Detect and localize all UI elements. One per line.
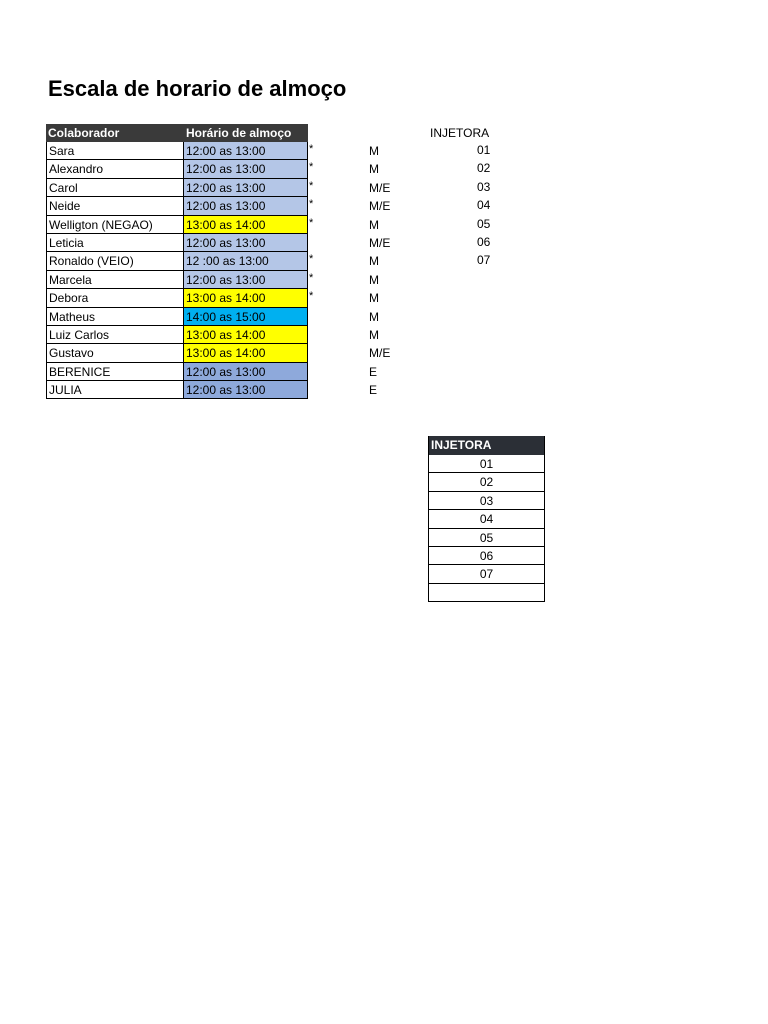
star-marker: * <box>309 271 314 284</box>
star-marker: * <box>309 216 314 229</box>
injetora-table-header: INJETORA <box>429 436 544 455</box>
horario-cell: 12:00 as 13:00 <box>184 381 308 399</box>
injetora-table-body <box>429 455 544 602</box>
table-row <box>46 363 308 381</box>
injetora-number: 01 <box>477 143 491 157</box>
table-row <box>46 216 308 234</box>
injetora-table <box>428 436 545 602</box>
shift-code: M <box>369 217 379 232</box>
page-title: Escala de horario de almoço <box>48 76 347 101</box>
table-body <box>46 142 308 399</box>
injetora-table-row: 05 <box>429 529 544 547</box>
table-row <box>46 179 308 197</box>
injetora-table-row: 01 <box>429 455 544 473</box>
horario-cell: 12 :00 as 13:00 <box>184 252 308 270</box>
table-row <box>46 381 308 399</box>
colaborador-cell: Sara <box>46 142 184 160</box>
star-marker: * <box>309 179 314 192</box>
colaborador-cell: JULIA <box>46 381 184 399</box>
injetora-table-row: 03 <box>429 492 544 510</box>
colaborador-cell: Gustavo <box>46 344 184 362</box>
colaborador-cell: Neide <box>46 197 184 215</box>
table-row <box>46 234 308 252</box>
star-marker: * <box>309 143 314 155</box>
colaborador-cell: Welligton (NEGAO) <box>46 216 184 234</box>
shift-code: E <box>369 383 378 398</box>
header-colaborador: Colaborador <box>46 124 184 142</box>
colaborador-cell: Alexandro <box>46 160 184 178</box>
star-marker: * <box>309 198 314 211</box>
table-row <box>46 308 308 326</box>
injetora-table-row: 04 <box>429 510 544 528</box>
shift-code: M <box>369 272 379 287</box>
table-row <box>46 289 308 307</box>
table-row <box>46 271 308 289</box>
injetora-table-row: 07 <box>429 565 544 583</box>
colaborador-cell: Debora <box>46 289 184 307</box>
shift-code: M <box>369 144 379 158</box>
shift-code: M <box>369 291 379 306</box>
injetora-number: 05 <box>477 216 491 231</box>
shift-code: E <box>369 364 378 379</box>
colaborador-cell: Carol <box>46 179 184 197</box>
injetora-number: 03 <box>477 179 491 194</box>
injetora-table-row: 06 <box>429 547 544 565</box>
table-header-row <box>46 124 308 142</box>
schedule-table <box>46 124 308 399</box>
horario-cell: 12:00 as 13:00 <box>184 142 308 160</box>
horario-cell: 13:00 as 14:00 <box>184 326 308 344</box>
horario-cell: 12:00 as 13:00 <box>184 363 308 381</box>
injetora-number: 06 <box>477 235 491 249</box>
injetora-number: 07 <box>477 253 491 268</box>
horario-cell: 14:00 as 15:00 <box>184 308 308 326</box>
star-marker: * <box>309 253 314 266</box>
colaborador-cell: BERENICE <box>46 363 184 381</box>
colaborador-cell: Matheus <box>46 308 184 326</box>
horario-cell: 13:00 as 14:00 <box>184 216 308 234</box>
table-row <box>46 326 308 344</box>
colaborador-cell: Leticia <box>46 234 184 252</box>
shift-code: M <box>369 254 379 269</box>
table-row <box>46 160 308 178</box>
table-row <box>46 344 308 362</box>
injetora-table-row <box>429 584 544 602</box>
injetora-number: 02 <box>477 161 491 176</box>
injetora-label: INJETORA <box>430 126 490 140</box>
horario-cell: 13:00 as 14:00 <box>184 344 308 362</box>
shift-code: M <box>369 328 379 342</box>
table-row <box>46 142 308 160</box>
shift-code: M <box>369 309 379 324</box>
horario-cell: 12:00 as 13:00 <box>184 197 308 215</box>
horario-cell: 12:00 as 13:00 <box>184 160 308 178</box>
colaborador-cell: Luiz Carlos <box>46 326 184 344</box>
shift-code: M/E <box>369 180 391 195</box>
horario-cell: 12:00 as 13:00 <box>184 234 308 252</box>
shift-code: M <box>369 162 379 177</box>
horario-cell: 12:00 as 13:00 <box>184 179 308 197</box>
injetora-number: 04 <box>477 198 491 213</box>
header-horario: Horário de almoço <box>184 124 308 142</box>
shift-code: M/E <box>369 346 391 361</box>
star-marker: * <box>309 161 314 174</box>
colaborador-cell: Ronaldo (VEIO) <box>46 252 184 270</box>
table-row <box>46 197 308 215</box>
colaborador-cell: Marcela <box>46 271 184 289</box>
injetora-table-row: 02 <box>429 473 544 491</box>
horario-cell: 12:00 as 13:00 <box>184 271 308 289</box>
horario-cell: 13:00 as 14:00 <box>184 289 308 307</box>
shift-code: M/E <box>369 199 391 214</box>
table-row <box>46 252 308 270</box>
shift-code: M/E <box>369 236 391 250</box>
star-marker: * <box>309 290 314 303</box>
